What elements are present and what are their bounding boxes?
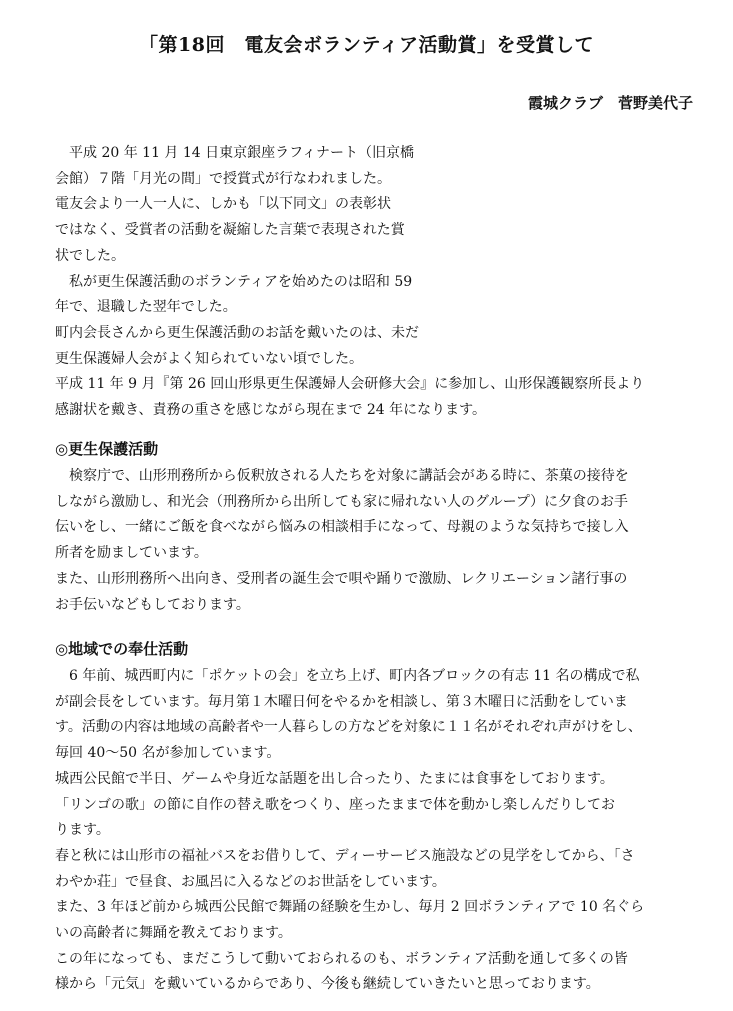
text-line: す。活動の内容は地域の高齢者や一人暮らしの方などを対象に１１名がそれぞれ声がけをし、: [55, 719, 642, 736]
text-line: しながら激励し、和光会（刑務所から出所しても家に帰れない人のグループ）に夕食のお手: [55, 493, 629, 510]
intro-paragraph: [55, 141, 645, 424]
text-line: 更生保護婦人会がよく知られていない頃でした。: [55, 350, 363, 367]
text-line: 春と秋には山形市の福祉バスをお借りして、ディーサービス施設などの見学をしてから、「さ: [55, 847, 635, 864]
section-body: [55, 464, 695, 618]
text-line: 会館）７階「月光の間」で授賞式が行なわれました。: [55, 170, 391, 187]
text-line: 電友会より一人一人に、しかも「以下同文」の表彰状: [55, 196, 391, 213]
text-line: 所者を励ましています。: [55, 545, 208, 562]
text-line: ではなく、受賞者の活動を凝縮した言葉で表現された賞: [55, 222, 405, 239]
text-line: が副会長をしています。毎月第１木曜日何をやるかを相談し、第３木曜日に活動をしていま: [55, 693, 628, 710]
text-line: 城西公民館で半日、ゲームや身近な話題を出し合ったり、たまには食事をしております。: [55, 770, 614, 787]
page-title: 「第18回 電友会ボランティア活動賞」を受賞して: [139, 34, 594, 56]
text-line: 状でした。: [55, 247, 125, 264]
text-line: ります。: [55, 822, 110, 839]
text-line: 伝いをし、一緒にご飯を食べながら悩みの相談相手になって、母親のような気持ちで接し入: [55, 519, 629, 536]
text-line: 6 年前、城西町内に「ポケットの会」を立ち上げ、町内各ブロックの有志 11 名の構成で私: [55, 668, 640, 684]
text-line: 感謝状を戴き、責務の重さを感じながら現在まで 24 年になります。: [55, 402, 487, 419]
section-rehabilitation: [55, 438, 695, 618]
text-line: 年で、退職した翌年でした。: [55, 299, 237, 316]
text-line: お手伝いなどもしております。: [55, 596, 250, 613]
section-heading: ◎更生保護活動: [55, 440, 159, 458]
text-line: 町内会長さんから更生保護活動のお話を戴いたのは、未だ: [55, 324, 419, 341]
text-line: また、3 年ほど前から城西公民館で舞踊の経験を生かし、毎月 2 回ボランティアで 10 名ぐら: [55, 899, 645, 916]
text-line: 平成 11 年 9 月『第 26 回山形県更生保護婦人会研修大会』に参加し、山形保護観察所長より: [55, 376, 645, 393]
section-community: [55, 638, 695, 998]
text-line: わやか荘」で昼食、お風呂に入るなどのお世話をしています。: [55, 873, 446, 890]
text-line: いの高齢者に舞踊を教えております。: [55, 925, 292, 942]
text-line: 検察庁で、山形刑務所から仮釈放される人たちを対象に講話会がある時に、茶菓の接待を: [55, 468, 629, 484]
author-line: 霞城クラブ 菅野美代子: [527, 94, 693, 112]
text-line: また、山形刑務所へ出向き、受刑者の誕生会で唄や踊りで激励、レクリエーション諸行事の: [55, 570, 628, 587]
text-line: 毎回 40～50 名が参加しています。: [55, 745, 281, 762]
text-line: この年になっても、まだこうして動いておられるのも、ボランティア活動を通して多くの皆: [55, 950, 628, 967]
text-line: 様から「元気」を戴いているからであり、今後も継続していきたいと思っております。: [55, 976, 600, 993]
text-line: 「リンゴの歌」の節に自作の替え歌をつくり、座ったままで体を動かし楽しんだりしてお: [55, 796, 615, 813]
text-line: 私が更生保護活動のボランティアを始めたのは昭和 59: [55, 273, 413, 290]
section-body: [55, 664, 695, 998]
text-line: 平成 20 年 11 月 14 日東京銀座ラフィナート（旧京橋: [55, 145, 415, 161]
section-heading: ◎地域での奉仕活動: [55, 640, 189, 658]
